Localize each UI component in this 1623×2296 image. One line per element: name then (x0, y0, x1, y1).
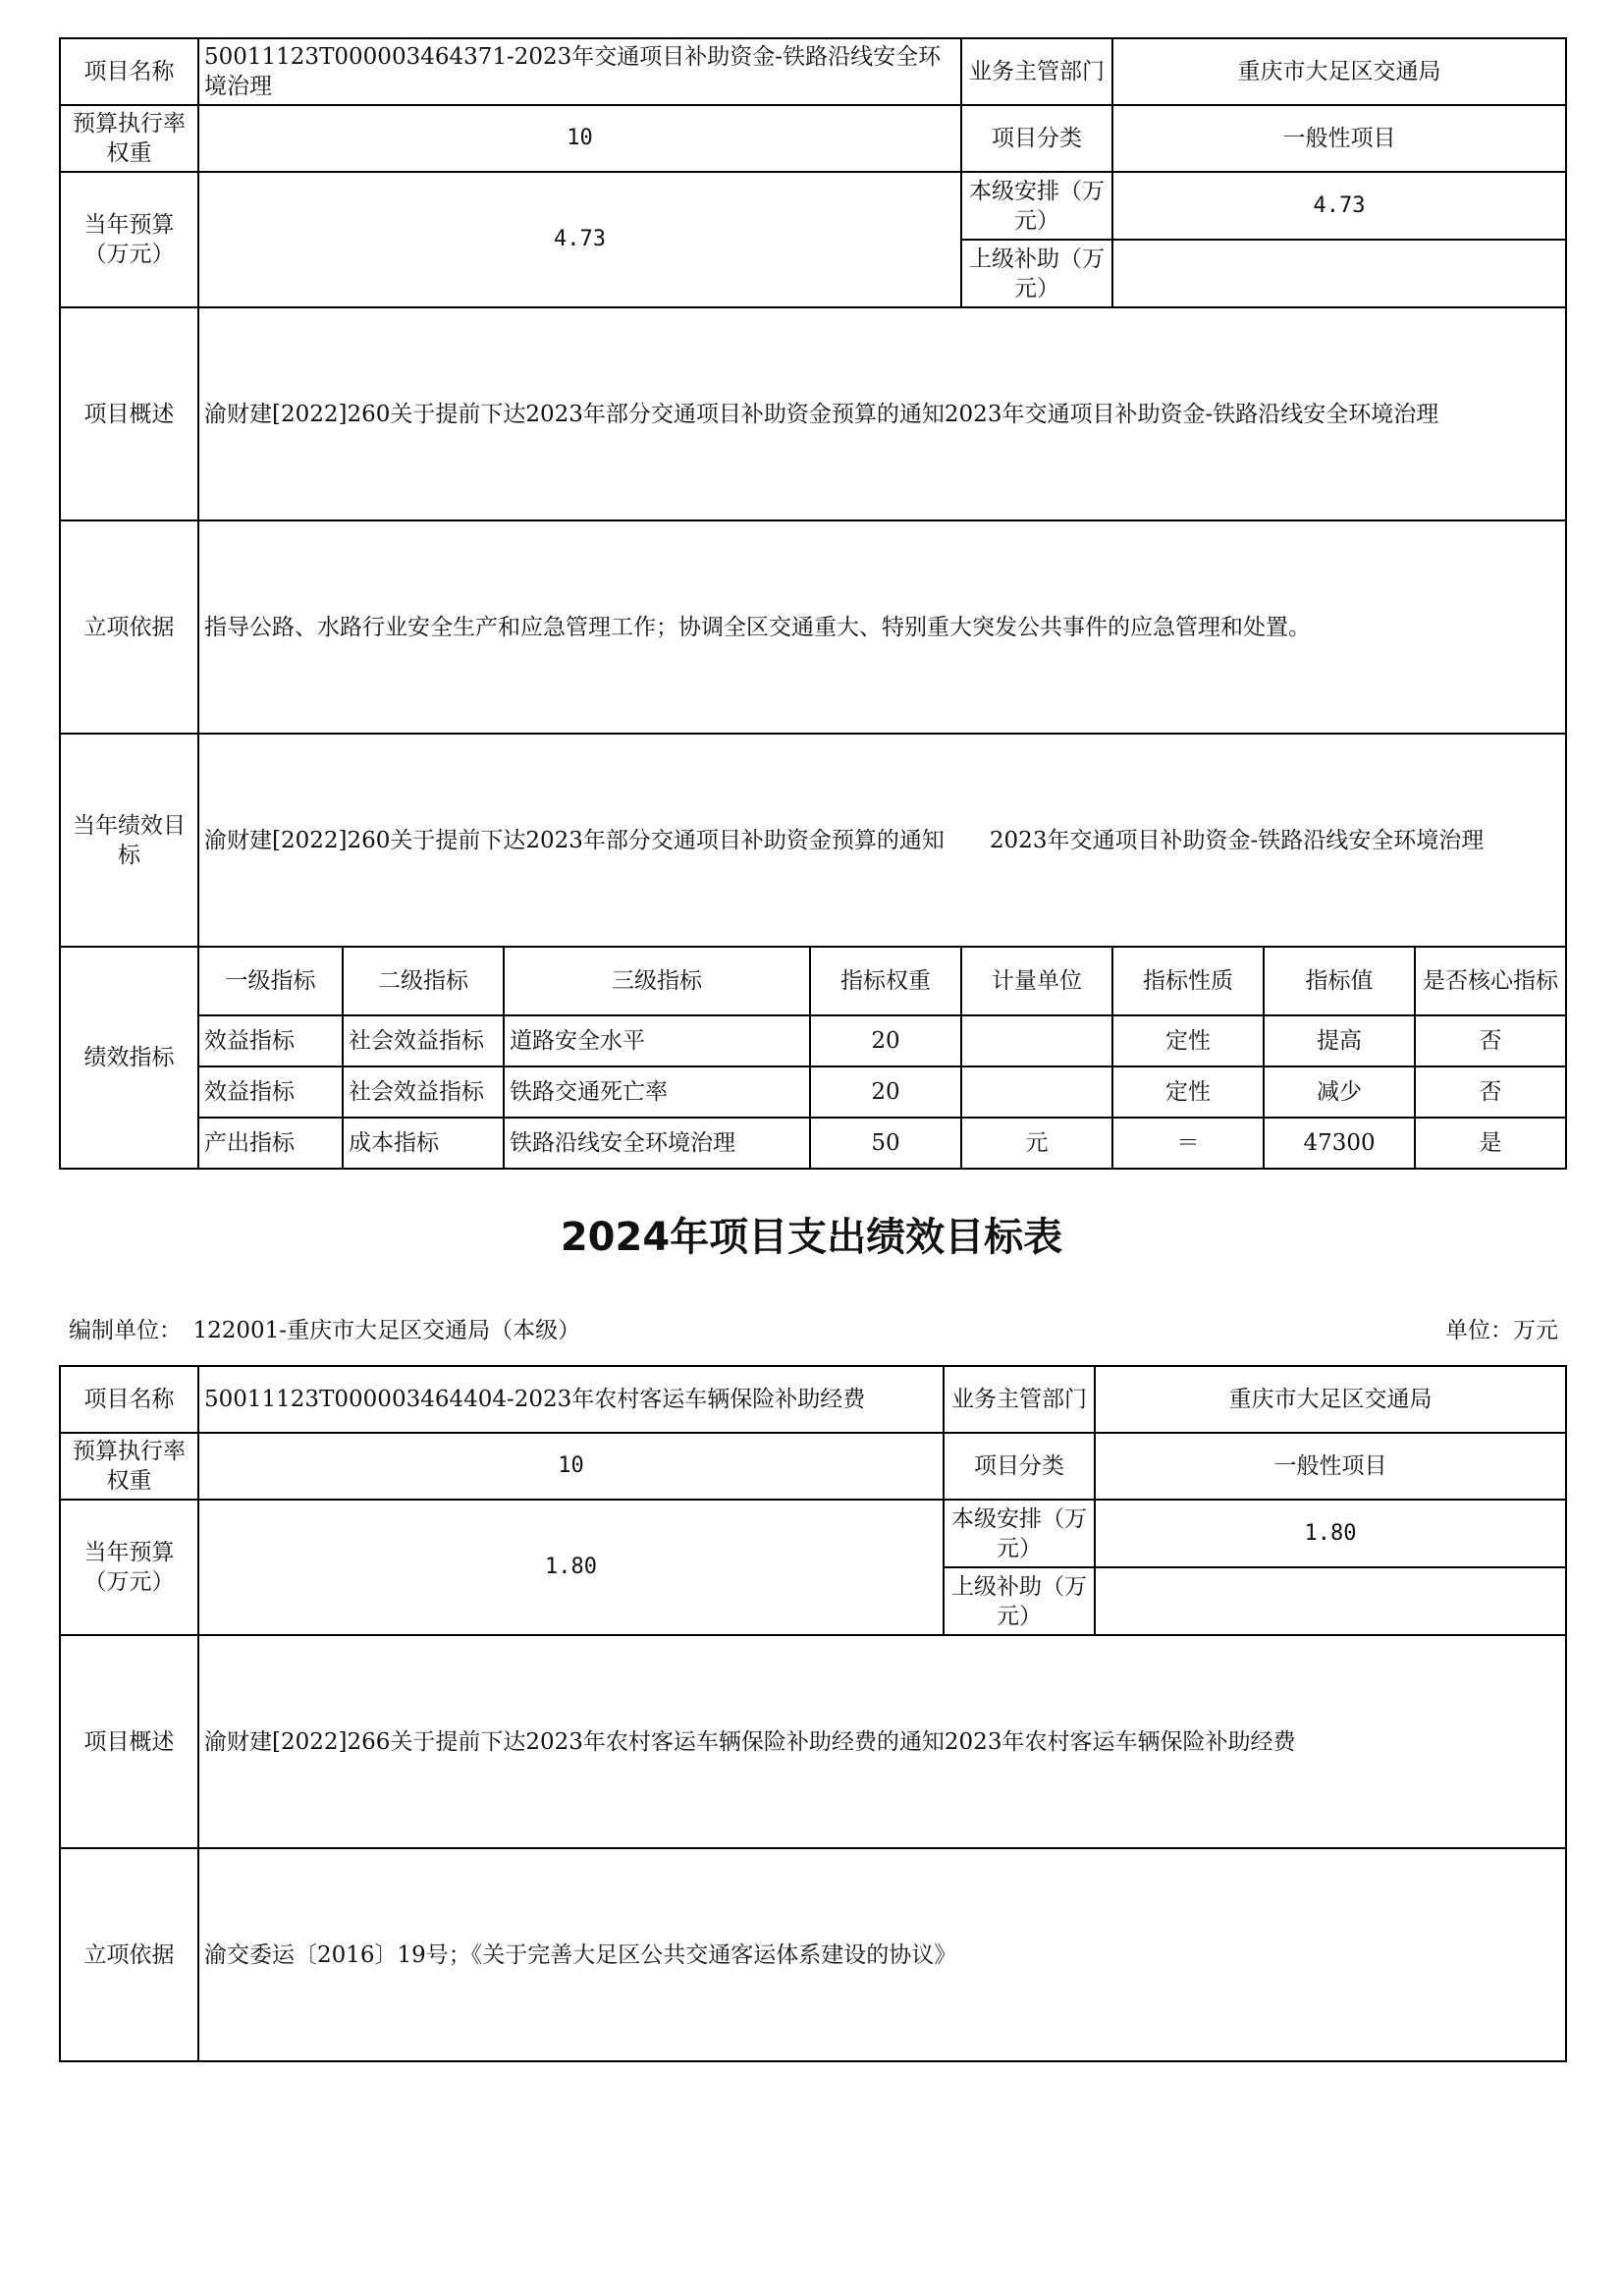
table-row (60, 1118, 1566, 1169)
budget-value: 4.73 (198, 172, 961, 307)
upper-label: 上级补助（万元） (961, 240, 1112, 307)
bottom-project-table (59, 1365, 1567, 2062)
overview-label: 项目概述 (60, 1635, 198, 1848)
basis-label: 立项依据 (60, 520, 198, 734)
perf-cell: 效益指标 (198, 1015, 343, 1066)
project-name-value: 50011123T000003464371-2023年交通项目补助资金-铁路沿线安全环境治理 (198, 38, 961, 105)
dept-value: 重庆市大足区交通局 (1095, 1366, 1566, 1433)
perf-header: 指标值 (1264, 947, 1415, 1015)
local-value: 4.73 (1112, 172, 1566, 240)
exec-rate-value: 10 (198, 105, 961, 172)
perf-header: 是否核心指标 (1415, 947, 1566, 1015)
upper-label: 上级补助（万元） (944, 1567, 1095, 1635)
overview-label: 项目概述 (60, 307, 198, 520)
exec-rate-value: 10 (198, 1433, 944, 1500)
perf-cell: 50 (810, 1118, 961, 1169)
upper-value (1112, 240, 1566, 307)
local-label: 本级安排（万元） (961, 172, 1112, 240)
perf-cell (961, 1015, 1112, 1066)
perf-cell: 铁路沿线安全环境治理 (504, 1118, 810, 1169)
perf-header: 一级指标 (198, 947, 343, 1015)
perf-cell: 否 (1415, 1066, 1566, 1118)
upper-value (1095, 1567, 1566, 1635)
perf-cell: 产出指标 (198, 1118, 343, 1169)
perf-cell: 是 (1415, 1118, 1566, 1169)
perf-cell: 道路安全水平 (504, 1015, 810, 1066)
category-label: 项目分类 (944, 1433, 1095, 1500)
overview-value: 渝财建[2022]260关于提前下达2023年部分交通项目补助资金预算的通知2023年交通项目补助资金-铁路沿线安全环境治理 (198, 307, 1566, 520)
budget-value: 1.80 (198, 1500, 944, 1635)
perf-header: 三级指标 (504, 947, 810, 1015)
category-value: 一般性项目 (1095, 1433, 1566, 1500)
exec-rate-label: 预算执行率权重 (60, 1433, 198, 1500)
exec-rate-label: 预算执行率权重 (60, 105, 198, 172)
perf-cell (961, 1066, 1112, 1118)
dept-value: 重庆市大足区交通局 (1112, 38, 1566, 105)
perf-cell: 定性 (1112, 1066, 1264, 1118)
perf-cell: 社会效益指标 (343, 1015, 504, 1066)
perf-header: 计量单位 (961, 947, 1112, 1015)
table-row (60, 1066, 1566, 1118)
perf-label: 绩效指标 (60, 947, 198, 1169)
budget-label: 当年预算（万元） (60, 1500, 198, 1635)
perf-header: 指标权重 (810, 947, 961, 1015)
perf-cell: 成本指标 (343, 1118, 504, 1169)
budget-label: 当年预算（万元） (60, 172, 198, 307)
local-label: 本级安排（万元） (944, 1500, 1095, 1567)
perf-cell: 47300 (1264, 1118, 1415, 1169)
category-label: 项目分类 (961, 105, 1112, 172)
perf-cell: ＝ (1112, 1118, 1264, 1169)
perf-cell: 效益指标 (198, 1066, 343, 1118)
perf-cell: 铁路交通死亡率 (504, 1066, 810, 1118)
perf-header: 指标性质 (1112, 947, 1264, 1015)
perf-cell: 否 (1415, 1015, 1566, 1066)
basis-value: 指导公路、水路行业安全生产和应急管理工作；协调全区交通重大、特别重大突发公共事件的应急管理和处置。 (198, 520, 1566, 734)
local-value: 1.80 (1095, 1500, 1566, 1567)
perf-cell: 定性 (1112, 1015, 1264, 1066)
project-name-value: 50011123T000003464404-2023年农村客运车辆保险补助经费 (198, 1366, 944, 1433)
compiling-unit-label: 编制单位： 122001-重庆市大足区交通局（本级） (69, 1318, 581, 1343)
perf-cell: 元 (961, 1118, 1112, 1169)
project-name-label: 项目名称 (60, 1366, 198, 1433)
perf-cell: 20 (810, 1015, 961, 1066)
perf-header: 二级指标 (343, 947, 504, 1015)
perf-cell: 社会效益指标 (343, 1066, 504, 1118)
dept-label: 业务主管部门 (944, 1366, 1095, 1433)
dept-label: 业务主管部门 (961, 38, 1112, 105)
unit-label: 单位：万元 (1445, 1318, 1558, 1343)
goal-label: 当年绩效目标 (60, 734, 198, 947)
table-row (60, 1015, 1566, 1066)
perf-cell: 减少 (1264, 1066, 1415, 1118)
perf-cell: 提高 (1264, 1015, 1415, 1066)
project-name-label: 项目名称 (60, 38, 198, 105)
basis-value: 渝交委运〔2016〕19号；《关于完善大足区公共交通客运体系建设的协议》 (198, 1848, 1566, 2061)
category-value: 一般性项目 (1112, 105, 1566, 172)
perf-cell: 20 (810, 1066, 961, 1118)
basis-label: 立项依据 (60, 1848, 198, 2061)
overview-value: 渝财建[2022]266关于提前下达2023年农村客运车辆保险补助经费的通知2023年农村客运车辆保险补助经费 (198, 1635, 1566, 1848)
page-title: 2024年项目支出绩效目标表 (560, 1215, 1063, 1260)
top-project-table (59, 37, 1567, 1170)
goal-value: 渝财建[2022]260关于提前下达2023年部分交通项目补助资金预算的通知 2023年交通项目补助资金-铁路沿线安全环境治理 (198, 734, 1566, 947)
